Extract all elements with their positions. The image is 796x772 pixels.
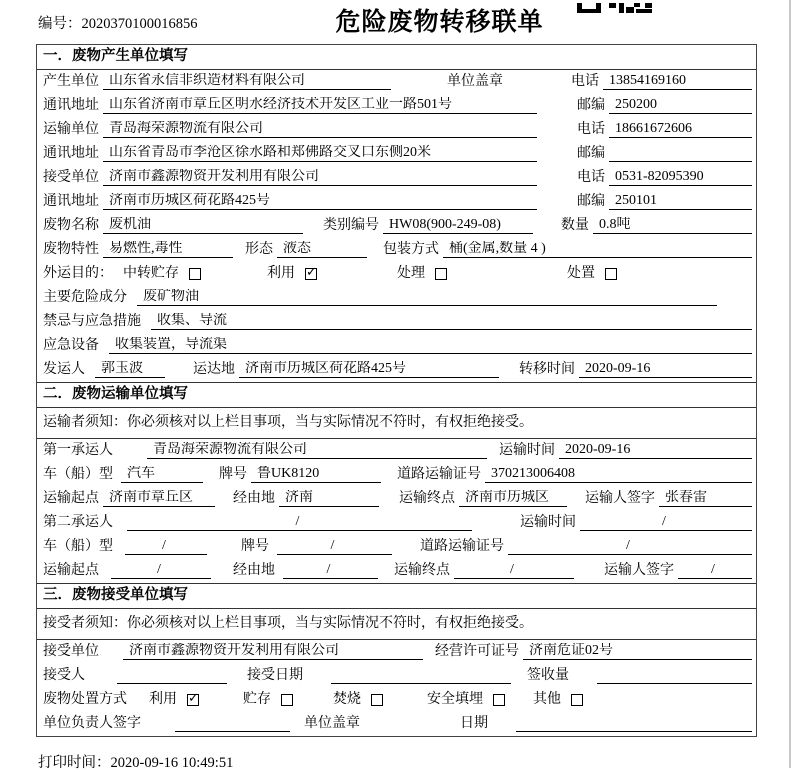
row-transport-unit [37,118,756,142]
emergency-equipment-field: 收集装置，导流渠 [109,337,752,354]
destination-field: 济南市历城区荷花路425号 [239,361,499,378]
quantity-field: 0.8吨 [593,217,752,234]
producer-address-field: 山东省济南市章丘区明水经济技术开发区工业一路501号 [103,97,537,114]
transport-unit-label: 运输单位 [43,122,99,137]
route-origin2-field: / [111,562,211,579]
second-carrier-field: / [127,514,472,531]
producer-zip-field: 250200 [609,97,752,114]
carrier-signature-label: 运输人签字 [585,491,655,506]
disposal-storage-checkbox [281,694,293,706]
transport-phone-field: 18661672606 [609,121,752,138]
vehicle-type2-field: / [125,538,207,555]
accept-unit-field: 济南市鑫源物资开发利用有限公司 [123,643,423,660]
responsible-signature-field [175,716,290,732]
row-hazard-component [37,286,756,310]
contraindication-label: 禁忌与应急措施 [43,314,141,329]
print-time-value: 2020-09-16 10:49:51 [110,755,234,771]
row-vehicle-type2 [37,535,756,559]
row-consignor [37,358,756,382]
row-transport-route [37,487,756,511]
packaging-label: 包装方式 [383,242,439,257]
responsible-signature-label: 单位负责人签字 [43,716,141,731]
category-code-label: 类别编号 [323,218,379,233]
route-end2-label: 运输终点 [394,563,450,578]
transport-time2-label: 运输时间 [520,515,576,530]
row-second-carrier [37,511,756,535]
consignor-label: 发运人 [43,362,85,377]
receiver-address-field: 济南市历城区荷花路425号 [103,193,537,210]
row-producer-address [37,94,756,118]
row-outbound-purpose [37,262,756,286]
waste-character-label: 废物特性 [43,242,99,257]
purpose-utilize-checkbox [305,268,317,280]
carrier-signature-field: 张春雷 [659,490,752,507]
route-via2-field: / [283,562,378,579]
acceptor-label: 接受人 [43,668,85,683]
producer-unit-label: 产生单位 [43,74,99,89]
receiver-zip-field: 250101 [609,193,752,210]
producer-unit-field: 山东省永信非织造材料有限公司 [103,73,391,90]
route-origin-field: 济南市章丘区 [103,490,215,507]
plate-number-field: 鲁UK8120 [251,466,381,483]
outbound-purpose-label: 外运目的： [43,266,113,281]
receiver-phone-label: 电话 [577,170,605,185]
second-carrier-label: 第二承运人 [43,515,113,530]
contraindication-field: 收集、导流 [151,313,752,330]
disposal-other-label: 其他 [533,692,561,707]
first-carrier-field: 青岛海荣源物流有限公司 [147,442,487,459]
row-responsible-signature [37,712,756,736]
qr-code-icon [577,0,655,18]
carrier-signature2-field: / [678,562,752,579]
unit-seal-label: 单位盖章 [447,74,503,89]
form-state-field: 液态 [277,241,367,258]
form-state-label: 形态 [245,242,273,257]
route-origin2-label: 运输起点 [43,563,99,578]
row-waste-name [37,214,756,238]
transport-address-field: 山东省青岛市李沧区徐水路和郑佛路交叉口东侧20米 [103,145,537,162]
section1-title: 一．废物产生单位填写 [37,45,756,70]
receiver-phone-field: 0531-82095390 [609,169,752,186]
receiver-unit-field: 济南市鑫源物资开发利用有限公司 [103,169,537,186]
receiver-address-label: 通讯地址 [43,194,99,209]
producer-phone-label: 电话 [571,74,599,89]
acceptor-field [117,668,227,684]
manifest-form [36,44,757,737]
receiver-zip-label: 邮编 [577,194,605,209]
category-code-field: HW08(900-249-08) [383,217,533,234]
transporter-notice: 运输者须知：你必须核对以上栏目事项，当与实际情况不符时，有权拒绝接受。 [37,408,756,439]
vehicle-type-field: 汽车 [121,466,203,483]
plate-number2-label: 牌号 [241,539,269,554]
date-field [516,716,752,732]
plate-number2-field: / [277,538,392,555]
vehicle-type2-label: 车（船）型 [43,539,113,554]
road-permit-label: 道路运输证号 [397,467,481,482]
transport-zip-label: 邮编 [577,146,605,161]
disposal-method-label: 废物处置方式 [43,692,127,707]
row-first-carrier [37,439,756,463]
vehicle-type-label: 车（船）型 [43,467,113,482]
page-title: 危险废物转移联单 [335,8,544,36]
transport-time2-field: / [580,514,752,531]
accept-date-label: 接受日期 [247,668,303,683]
purpose-dispose-checkbox [605,268,617,280]
date-label: 日期 [460,716,488,731]
accept-unit-label: 接受单位 [43,644,99,659]
waste-name-field: 废机油 [103,217,303,234]
transport-phone-label: 电话 [577,122,605,137]
producer-zip-label: 邮编 [577,98,605,113]
row-contraindication [37,310,756,334]
row-producer-unit [37,70,756,94]
disposal-landfill-checkbox [493,694,505,706]
road-permit2-field: / [508,538,752,555]
packaging-field: 桶(金属,数量 4 ) [443,241,752,258]
transport-zip-field [609,146,752,162]
accept-date-field [331,668,511,684]
page-edge [789,0,791,768]
receipt-quantity-field [597,668,752,684]
receiver-unit-label: 接受单位 [43,170,99,185]
route-via-label: 经由地 [233,491,275,506]
disposal-utilize-checkbox [187,694,199,706]
emergency-equipment-label: 应急设备 [43,338,99,353]
transport-unit-field: 青岛海荣源物流有限公司 [103,121,537,138]
purpose-treat-label: 处理 [397,266,425,281]
purpose-dispose-label: 处置 [567,266,595,281]
row-transport-route2 [37,559,756,583]
route-origin-label: 运输起点 [43,491,99,506]
section2-title: 二．废物运输单位填写 [37,382,756,408]
quantity-label: 数量 [561,218,589,233]
transfer-time-label: 转移时间 [519,362,575,377]
first-carrier-label: 第一承运人 [43,443,113,458]
print-time [38,751,233,772]
transport-time-field: 2020-09-16 [559,442,752,459]
section3-title: 三．废物接受单位填写 [37,583,756,609]
road-permit2-label: 道路运输证号 [420,539,504,554]
disposal-other-checkbox [571,694,583,706]
transport-time-label: 运输时间 [499,443,555,458]
route-end2-field: / [454,562,574,579]
row-transport-address [37,142,756,166]
row-acceptor [37,664,756,688]
row-accept-unit [37,640,756,664]
destination-label: 运达地 [193,362,235,377]
producer-address-label: 通讯地址 [43,98,99,113]
hazard-component-field: 废矿物油 [137,289,717,306]
carrier-signature2-label: 运输人签字 [604,563,674,578]
waste-character-field: 易燃性,毒性 [103,241,233,258]
disposal-utilize-label: 利用 [149,692,177,707]
license-number-label: 经营许可证号 [435,644,519,659]
purpose-treat-checkbox [435,268,447,280]
row-vehicle-type [37,463,756,487]
license-number-field: 济南危证02号 [523,643,752,660]
disposal-landfill-label: 安全填埋 [427,692,483,707]
consignor-field: 郭玉波 [95,361,165,378]
row-receiver-address [37,190,756,214]
route-via-field: 济南 [279,490,379,507]
disposal-incinerate-checkbox [371,694,383,706]
route-via2-label: 经由地 [233,563,275,578]
row-waste-character [37,238,756,262]
unit-seal2-label: 单位盖章 [304,716,360,731]
route-end-field: 济南市历城区 [459,490,567,507]
transport-address-label: 通讯地址 [43,146,99,161]
receiver-notice: 接受者须知：你必须核对以上栏目事项，当与实际情况不符时，有权拒绝接受。 [37,609,756,640]
row-emergency-equipment [37,334,756,358]
plate-number-label: 牌号 [219,467,247,482]
route-end-label: 运输终点 [399,491,455,506]
row-receiver-unit [37,166,756,190]
serial-number-label: 编号： [38,16,82,32]
waste-name-label: 废物名称 [43,218,99,233]
hazard-component-label: 主要危险成分 [43,290,127,305]
transfer-time-field: 2020-09-16 [579,361,752,378]
receipt-quantity-label: 签收量 [527,668,569,683]
row-disposal-method [37,688,756,712]
disposal-storage-label: 贮存 [243,692,271,707]
serial-number-value: 2020370100016856 [81,16,198,32]
print-time-label: 打印时间： [38,755,111,771]
purpose-transfer-storage-label: 中转贮存 [123,266,179,281]
purpose-utilize-label: 利用 [267,266,295,281]
purpose-transfer-storage-checkbox [189,268,201,280]
producer-phone-field: 13854169160 [603,73,752,90]
disposal-incinerate-label: 焚烧 [333,692,361,707]
road-permit-field: 370213006408 [485,466,752,483]
